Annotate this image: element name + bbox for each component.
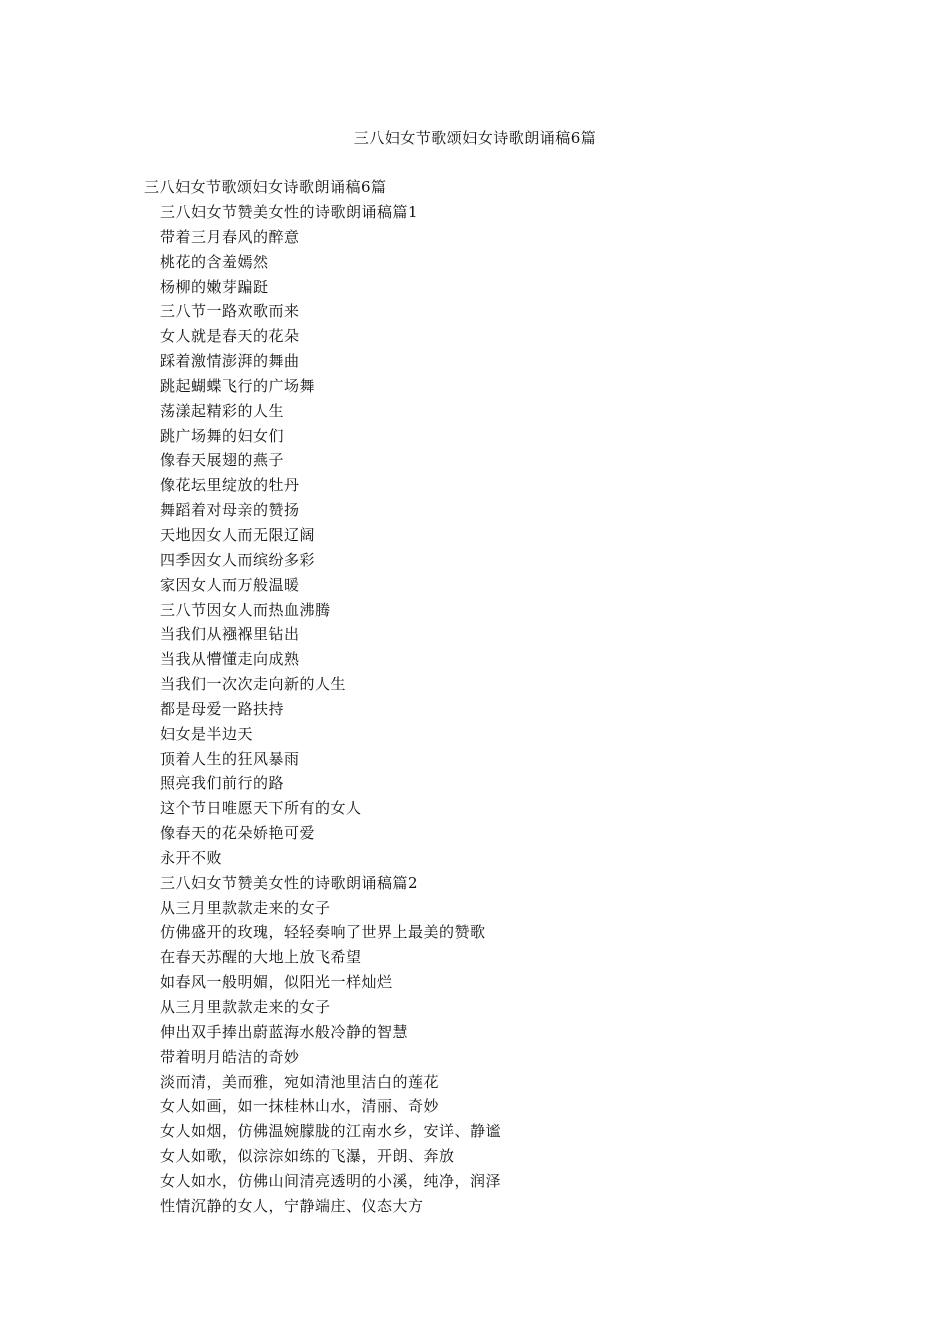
poem-line: 顶着人生的狂风暴雨 bbox=[160, 749, 300, 768]
poem-line: 伸出双手捧出蔚蓝海水般冷静的智慧 bbox=[160, 1022, 409, 1041]
poem-line: 女人如烟，仿佛温婉朦胧的江南水乡，安详、静谧 bbox=[160, 1122, 502, 1141]
poem-line: 当我从懵懂走向成熟 bbox=[160, 650, 300, 669]
poem-line: 仿佛盛开的玫瑰，轻轻奏响了世界上最美的赞歌 bbox=[160, 923, 486, 942]
poem-line: 三八节一路欢歌而来 bbox=[160, 302, 300, 321]
poem-line: 当我们一次次走向新的人生 bbox=[160, 675, 347, 694]
poem-line: 舞蹈着对母亲的赞扬 bbox=[160, 501, 300, 520]
poem-line: 像花坛里绽放的牡丹 bbox=[160, 476, 300, 495]
poem-line: 像春天展翅的燕子 bbox=[160, 451, 285, 470]
poem-line: 荡漾起精彩的人生 bbox=[160, 401, 285, 420]
poem-lines bbox=[160, 200, 501, 1219]
poem-line: 女人如水，仿佛山间清亮透明的小溪，纯净，润泽 bbox=[160, 1171, 502, 1190]
poem-line: 女人如歌，似淙淙如练的飞瀑，开朗、奔放 bbox=[160, 1147, 455, 1166]
poem-line: 都是母爱一路扶持 bbox=[160, 699, 285, 718]
poem-line: 在春天苏醒的大地上放飞希望 bbox=[160, 948, 362, 967]
poem-line: 妇女是半边天 bbox=[160, 724, 254, 743]
poem-line: 带着明月皓洁的奇妙 bbox=[160, 1047, 300, 1066]
poem-line: 从三月里款款走来的女子 bbox=[160, 898, 331, 917]
page-title: 三八妇女节歌颂妇女诗歌朗诵稿6篇 bbox=[353, 129, 597, 147]
poem-line: 带着三月春风的醉意 bbox=[160, 227, 300, 246]
poem-line: 跳起蝴蝶飞行的广场舞 bbox=[160, 376, 316, 395]
poem-line: 三八妇女节赞美女性的诗歌朗诵稿篇1 bbox=[160, 203, 419, 221]
poem-line: 当我们从襁褓里钻出 bbox=[160, 625, 300, 644]
poem-line: 家因女人而万般温暖 bbox=[160, 575, 300, 594]
poem-line: 这个节日唯愿天下所有的女人 bbox=[160, 799, 362, 818]
poem-line: 三八节因女人而热血沸腾 bbox=[160, 600, 331, 619]
poem-line: 天地因女人而无限辽阔 bbox=[160, 525, 316, 544]
poem-line: 照亮我们前行的路 bbox=[160, 774, 285, 793]
poem-line: 性情沉静的女人，宁静端庄、仪态大方 bbox=[160, 1196, 424, 1215]
poem-line: 女人如画，如一抹桂林山水，清丽、奇妙 bbox=[160, 1097, 440, 1116]
poem-line: 杨柳的嫩芽蹁跹 bbox=[160, 277, 269, 296]
poem-line: 三八妇女节赞美女性的诗歌朗诵稿篇2 bbox=[160, 873, 419, 892]
poem-line: 四季因女人而缤纷多彩 bbox=[160, 550, 316, 569]
poem-line: 淡而清，美而雅，宛如清池里洁白的莲花 bbox=[160, 1072, 440, 1091]
poem-line: 像春天的花朵娇艳可爱 bbox=[160, 824, 316, 843]
poem-line: 从三月里款款走来的女子 bbox=[160, 998, 331, 1016]
poem-line: 踩着激情澎湃的舞曲 bbox=[160, 352, 300, 371]
poem-line: 如春风一般明媚，似阳光一样灿烂 bbox=[160, 973, 393, 992]
poem-line: 永开不败 bbox=[160, 848, 223, 867]
poem-line: 桃花的含羞嫣然 bbox=[160, 252, 269, 271]
poem-line: 女人就是春天的花朵 bbox=[160, 327, 300, 346]
document-heading: 三八妇女节歌颂妇女诗歌朗诵稿6篇 bbox=[144, 178, 387, 196]
poem-line: 跳广场舞的妇女们 bbox=[160, 426, 285, 445]
